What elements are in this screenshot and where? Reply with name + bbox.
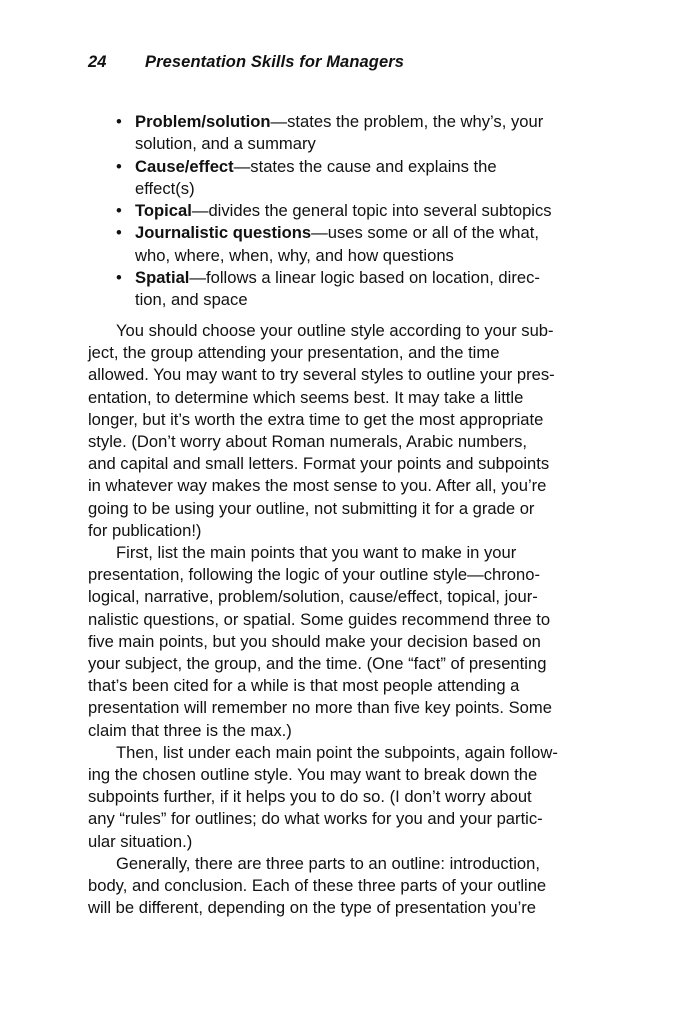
paragraph xyxy=(88,320,598,542)
list-item-text: —follows a linear logic based on location, direc- xyxy=(189,268,540,288)
text-line: any “rules” for outlines; do what works for you and your partic- xyxy=(88,809,543,829)
list-item-text: —divides the general topic into several subtopics xyxy=(191,201,552,221)
text-line: your subject, the group, and the time. (One “fact” of presenting xyxy=(88,654,547,674)
outline-style-list xyxy=(115,111,605,312)
list-item xyxy=(115,267,605,312)
text-line: going to be using your outline, not submitting it for a grade or xyxy=(88,498,535,518)
text-line: for publication!) xyxy=(88,520,202,540)
text-line: longer, but it’s worth the extra time to get the most appropriate xyxy=(88,409,544,429)
list-item xyxy=(115,200,605,222)
paragraph xyxy=(88,742,598,853)
text-line: body, and conclusion. Each of these three parts of your outline xyxy=(88,876,547,896)
running-head xyxy=(88,53,404,72)
list-item-text: —uses some or all of the what, xyxy=(311,223,539,243)
text-line: subpoints further, if it helps you to do so. (I don’t worry about xyxy=(88,787,532,807)
bullet-icon: • xyxy=(116,223,122,243)
list-item-term: Cause/effect xyxy=(135,156,234,176)
book-title: Presentation Skills for Managers xyxy=(145,53,405,71)
text-line: You should choose your outline style according to your sub- xyxy=(116,321,554,340)
text-line: ject, the group attending your presentation, and the time xyxy=(88,343,500,363)
text-line: and capital and small letters. Format your points and subpoints xyxy=(88,454,550,474)
text-line: allowed. You may want to try several styles to outline your pres- xyxy=(88,365,555,385)
text-line: entation, to determine which seems best. It may take a little xyxy=(88,387,524,407)
text-line: presentation, following the logic of your outline style—chrono- xyxy=(88,565,540,585)
list-item xyxy=(115,111,605,156)
list-item-text: —states the problem, the why’s, your xyxy=(270,112,544,131)
text-line: Generally, there are three parts to an outline: introduction, xyxy=(116,853,540,873)
text-line: ing the chosen outline style. You may want to break down the xyxy=(88,765,538,785)
paragraph xyxy=(88,542,598,742)
bullet-icon: • xyxy=(116,112,122,131)
bullet-icon: • xyxy=(116,268,122,288)
text-line: nalistic questions, or spatial. Some guides recommend three to xyxy=(88,609,551,629)
text-line: Then, list under each main point the subpoints, again follow- xyxy=(116,742,558,762)
page-number: 24 xyxy=(88,53,107,71)
bullet-icon: • xyxy=(116,156,122,176)
text-line: presentation will remember no more than five key points. Some xyxy=(88,698,552,718)
text-line: style. (Don’t worry about Roman numerals, Arabic numbers, xyxy=(88,432,527,452)
list-item-term: Spatial xyxy=(135,268,190,288)
bullet-icon: • xyxy=(116,201,122,221)
paragraph xyxy=(88,853,598,920)
list-item-text: effect(s) xyxy=(135,178,195,198)
list-item-text: solution, and a summary xyxy=(135,134,316,154)
text-line: ular situation.) xyxy=(88,831,193,851)
list-item-text: who, where, when, why, and how questions xyxy=(135,245,454,265)
body-text xyxy=(88,320,598,919)
list-item-text: —states the cause and explains the xyxy=(233,156,497,176)
text-line: in whatever way makes the most sense to you. After all, you’re xyxy=(88,476,547,496)
text-line: five main points, but you should make your decision based on xyxy=(88,631,541,651)
text-line: will be different, depending on the type of presentation you’re xyxy=(88,898,537,918)
list-item-text: tion, and space xyxy=(135,290,248,310)
text-line: claim that three is the max.) xyxy=(88,720,292,740)
text-line: logical, narrative, problem/solution, cause/effect, topical, jour- xyxy=(88,587,538,607)
list-item-term: Journalistic questions xyxy=(135,223,312,243)
list-item-term: Topical xyxy=(135,201,192,221)
list-item-term: Problem/solution xyxy=(135,112,271,131)
list-item xyxy=(115,222,605,267)
list-item xyxy=(115,156,605,201)
text-line: that’s been cited for a while is that most people attending a xyxy=(88,676,520,696)
text-line: First, list the main points that you want to make in your xyxy=(116,543,517,563)
